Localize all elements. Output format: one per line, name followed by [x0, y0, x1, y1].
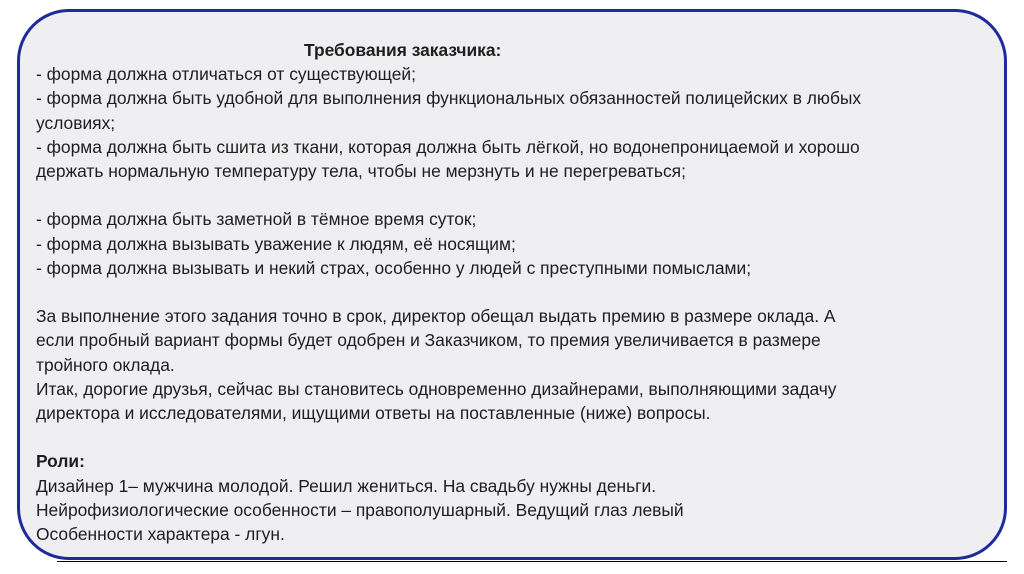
bonus-line: директора и исследователями, ищущими ответы на поставленные (ниже) вопросы. — [36, 403, 711, 424]
bonus-line: За выполнение этого задания точно в срок, директор обещал выдать премию в размере оклада. А — [36, 306, 836, 327]
roles-heading: Роли: — [36, 451, 85, 472]
card-content — [36, 38, 1001, 546]
requirement-line: держать нормальную температуру тела, чтобы не мерзнуть и не перегреваться; — [36, 161, 686, 182]
requirement-line: - форма должна быть удобной для выполнения функциональных обязанностей полицейских в любых — [36, 88, 862, 109]
role-line: Нейрофизиологические особенности – правополушарный. Ведущий глаз левый — [36, 499, 684, 520]
requirement-line: - форма должна вызывать и некий страх, особенно у людей с преступными помыслами; — [36, 257, 752, 278]
requirement-line: - форма должна отличаться от существующей; — [36, 64, 416, 85]
requirement-line: - форма должна вызывать уважение к людям, её носящим; — [36, 233, 516, 254]
bonus-line: Итак, дорогие друзья, сейчас вы становитесь одновременно дизайнерами, выполняющими задачу — [36, 378, 837, 399]
bonus-line: если пробный вариант формы будет одобрен и Заказчиком, то премия увеличивается в размере — [36, 330, 821, 351]
requirement-line: - форма должна быть заметной в тёмное время суток; — [36, 209, 477, 230]
text-card — [17, 9, 1007, 560]
role-line: Особенности характера - лгун. — [36, 524, 285, 545]
spacer — [36, 183, 1001, 207]
requirement-line: условиях; — [36, 112, 116, 133]
role-line: Дизайнер 1– мужчина молодой. Решил жениться. На свадьбу нужны деньги. — [36, 475, 657, 496]
spacer — [36, 280, 1001, 304]
spacer — [36, 425, 1001, 449]
bottom-divider — [57, 561, 1007, 562]
requirements-title: Требования заказчика: — [304, 40, 502, 60]
requirement-line: - форма должна быть сшита из ткани, которая должна быть лёгкой, но водонепроницаемой и хорошо — [36, 136, 860, 157]
bonus-line: тройного оклада. — [36, 354, 175, 375]
